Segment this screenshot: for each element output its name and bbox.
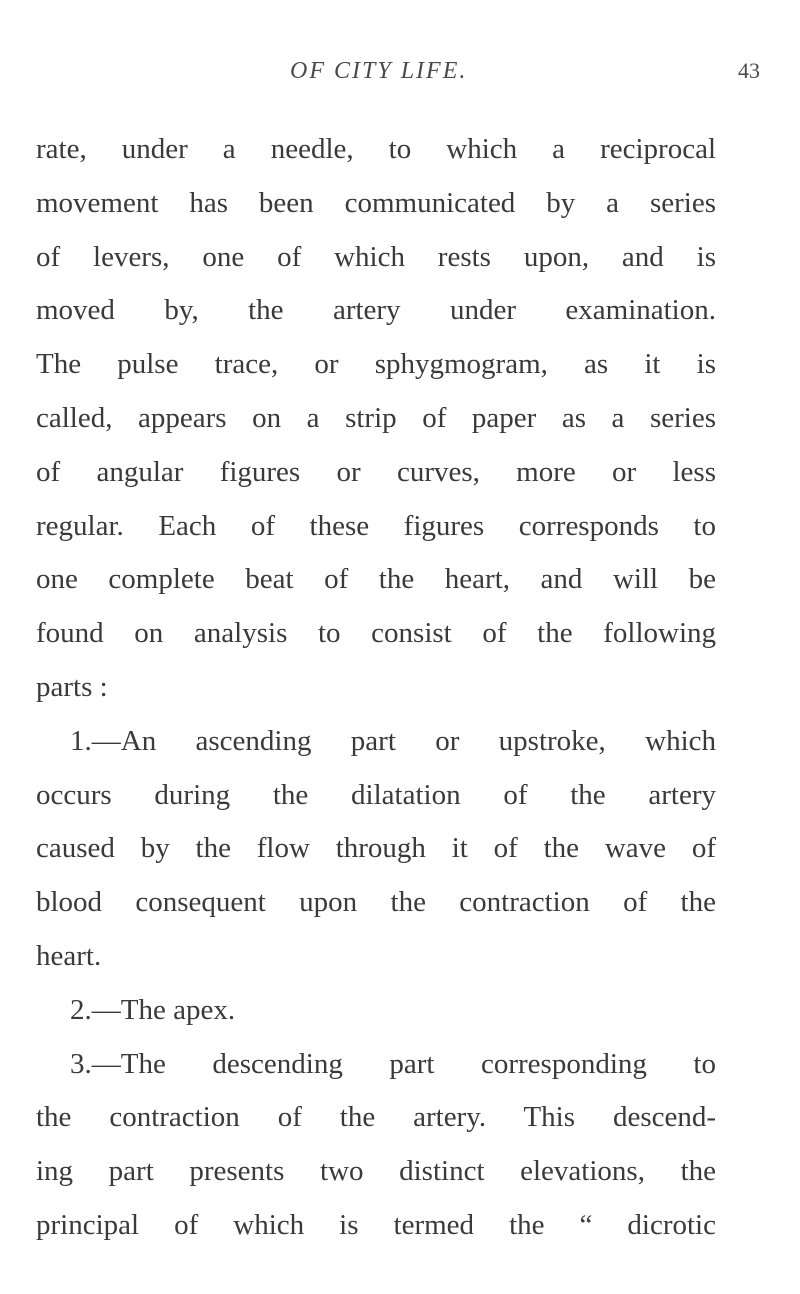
text-line: of levers, one of which rests upon, and is bbox=[36, 240, 716, 273]
text-line: caused by the flow through it of the wave of bbox=[36, 832, 716, 865]
text-line: heart. bbox=[36, 939, 102, 972]
text-line: regular. Each of these figures corresponds to bbox=[36, 509, 716, 542]
list-item-2: 2.—The apex. bbox=[70, 993, 236, 1026]
text-line: of angular figures or curves, more or less bbox=[36, 455, 716, 488]
text-line: principal of which is termed the “ dicrotic bbox=[36, 1208, 716, 1241]
text-line: called, appears on a strip of paper as a series bbox=[36, 401, 716, 434]
page-number: 43 bbox=[738, 58, 760, 83]
running-head bbox=[0, 58, 800, 90]
list-item-3-start: 3.—The descending part corresponding to bbox=[70, 1047, 716, 1080]
text-line: blood consequent upon the contraction of the bbox=[36, 886, 716, 919]
running-title: OF CITY LIFE. bbox=[290, 58, 468, 84]
text-line: movement has been communicated by a series bbox=[36, 186, 716, 219]
text-line: found on analysis to consist of the following bbox=[36, 617, 716, 650]
text-line: parts : bbox=[36, 670, 108, 703]
text-line: ing part presents two distinct elevations, the bbox=[36, 1155, 716, 1188]
text-line: The pulse trace, or sphygmogram, as it is bbox=[36, 348, 716, 381]
body-text bbox=[36, 123, 716, 1253]
text-line: rate, under a needle, to which a reciprocal bbox=[36, 133, 716, 165]
text-line: occurs during the dilatation of the artery bbox=[36, 778, 716, 811]
list-item-1-start: 1.—An ascending part or upstroke, which bbox=[70, 724, 716, 757]
text-line: moved by, the artery under examination. bbox=[36, 294, 716, 327]
text-line: the contraction of the artery. This descend- bbox=[36, 1101, 716, 1134]
text-line: one complete beat of the heart, and will be bbox=[36, 563, 716, 596]
